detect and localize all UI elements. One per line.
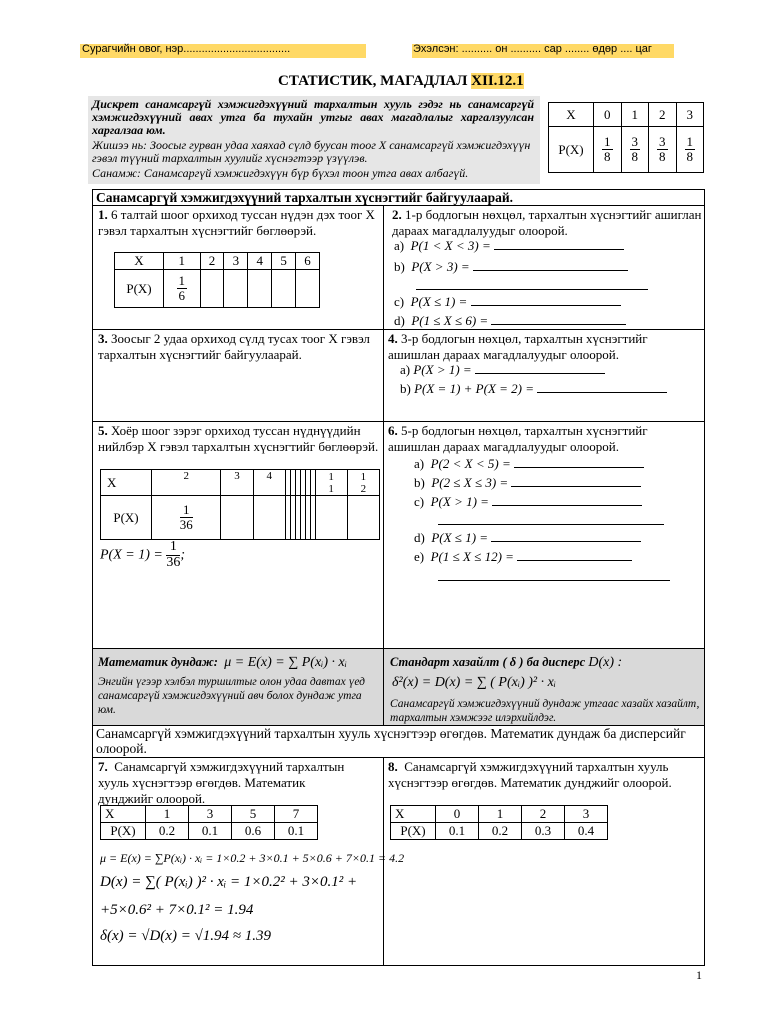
table-cell: 3	[221, 470, 253, 496]
q1-table	[114, 252, 320, 308]
x-header: X	[549, 103, 594, 127]
fraction-numerator: 1	[686, 134, 693, 150]
question-7: 7. Санамсаргүй хэмжигдэхүүний тархалтын хууль хүснэгтээр өгөгдөв. Математик дунджийг олоорой.	[98, 759, 345, 806]
table-cell: 0.6	[232, 823, 275, 840]
p-header: P(X)	[101, 496, 152, 540]
question-1: 1. 6 талтай шоог орхиход туссан нүдэн дэх тоог X гэвэл тархалтын хүснэгтийг бөглөөрэй.	[98, 207, 375, 238]
table-cell: 0	[436, 806, 479, 823]
table-cell: 0	[594, 103, 622, 127]
q6-item-a: a) P(2 < X < 5) =	[414, 456, 644, 472]
note-text: Санамж: Санамсаргүй хэмжигдэхүүн бүр бүхэл тоон утга авах албагүй.	[92, 166, 469, 180]
q7-variance-solution-1: D(x) = ∑( P(xᵢ) )² · xᵢ = 1×0.2² + 3×0.1² +	[100, 874, 358, 890]
definition-text: Дискрет санамсаргүй хэмжигдэхүүний тархалтын хууль гэдэг нь санамсаргүй хэмжигдэхүүний авах утга ба тухайн утгыг авах магадлалыг харгалзуулсан харгалзаа юм.	[92, 97, 534, 137]
section1-title: Санамсаргүй хэмжигдэхүүний тархалтын хүснэгтийг байгуулаарай.	[96, 190, 513, 205]
mean-formula: Математик дундаж: μ = E(x) = ∑ P(xᵢ) · xᵢ	[98, 655, 347, 670]
table-cell: 0.3	[522, 823, 565, 840]
q2-item-a: a) P(1 < X < 3) =	[394, 238, 624, 254]
question-4: 4. 3-р бодлогын нөхцөл, тархалтын хүснэгтийг ашишлан дараах магадлалуудыг олоорой.	[388, 331, 648, 362]
intro-box	[88, 96, 540, 184]
fraction-denominator: 8	[631, 149, 638, 164]
question-2: 2. 1-р бодлогын нөхцөл, тархалтын хүснэгтийг ашиглан дараах магадлалуудыг олоорой.	[392, 207, 702, 238]
q6-item-d: d) P(X ≤ 1) =	[414, 530, 641, 546]
x-header: X	[115, 253, 164, 270]
table-cell: 2	[200, 253, 224, 270]
q2-item-d: d) P(1 ≤ X ≤ 6) =	[394, 313, 626, 329]
q5-table	[100, 469, 380, 540]
x-header: X	[391, 806, 436, 823]
fraction-numerator: 1	[166, 540, 180, 556]
std-description: Санамсаргүй хэмжигдэхүүний дундаж утгаас хазайх хазайлт, тархалтын хэмжээг илэрхийлдэг.	[390, 698, 700, 724]
q6-item-b: b) P(2 ≤ X ≤ 3) =	[414, 475, 641, 491]
fraction-numerator: 1	[604, 134, 611, 150]
table-cell: 1	[146, 806, 189, 823]
table-cell: 4	[253, 470, 285, 496]
table-cell: 1	[164, 253, 201, 270]
table-cell: 0.4	[565, 823, 608, 840]
student-name-label: Сурагчийн овог, нэр...................................	[82, 43, 291, 55]
p-header: P(X)	[549, 127, 594, 173]
fraction-numerator: 1	[180, 503, 193, 518]
fraction-numerator: 3	[631, 134, 638, 150]
example-distribution-table	[548, 102, 704, 173]
page-number: 1	[696, 968, 702, 982]
q8-table	[390, 805, 608, 840]
mean-description: Энгийн үгээр хэлбэл туршилтыг олон удаа давтах үед санамсаргүй хэмжигдэхүүний авч болох дундаж утга юм.	[98, 676, 365, 716]
table-cell: 0.1	[436, 823, 479, 840]
x-header: X	[101, 806, 146, 823]
std-label: Стандарт хазайлт ( δ ) ба дисперс D(x) :	[390, 655, 623, 670]
q7-variance-solution-2: +5×0.6² + 7×0.1² = 1.94	[100, 902, 254, 918]
table-cell: 2	[522, 806, 565, 823]
fraction-denominator: 8	[659, 149, 666, 164]
table-cell: 1	[621, 103, 649, 127]
std-formula: δ²(x) = D(x) = ∑ ( P(xᵢ) )² · xᵢ	[392, 675, 557, 690]
fraction-numerator: 1	[178, 273, 186, 289]
table-cell: 3	[676, 103, 704, 127]
q7-table	[100, 805, 318, 840]
table-cell: 5	[272, 253, 296, 270]
fraction-denominator: 8	[604, 149, 611, 164]
q2-item-c: c) P(X ≤ 1) =	[394, 294, 621, 310]
q6-item-e: e) P(1 ≤ X ≤ 12) =	[414, 549, 632, 565]
table-cell: 3	[565, 806, 608, 823]
fraction-denominator: 36	[166, 554, 181, 570]
q4-item-b: b) P(X = 1) + P(X = 2) =	[400, 381, 667, 397]
page-title: СТАТИСТИК, МАГАДЛАЛ XII.12.1	[278, 73, 524, 89]
q7-std-solution: δ(x) = √D(x) = √1.94 ≈ 1.39	[100, 928, 272, 944]
table-cell: 2	[152, 470, 221, 496]
table-cell: 5	[232, 806, 275, 823]
q5-example-equation: P(X = 1) = $\frac{1}{36}$ ;	[100, 539, 185, 570]
x-header: X	[101, 470, 152, 496]
p-header: P(X)	[115, 270, 164, 308]
question-5: 5. Хоёр шоог зэрэг орхиход туссан нүднүүдийн нийлбэр Х гэвэл тархалтын хүснэгтийг бөглөөрэй.	[98, 423, 379, 454]
fraction-denominator: 6	[178, 288, 186, 303]
q7-mean-solution: μ = E(x) = ∑P(xᵢ) · xᵢ = 1×0.2 + 3×0.1 + 5×0.6 + 7×0.1 = 4.2	[100, 851, 405, 865]
question-3: 3. Зоосыг 2 удаа орхиход сүлд тусах тоог Х гэвэл тархалтын хүснэгтийг байгуулаарай.	[98, 331, 370, 362]
table-cell: 3	[224, 253, 248, 270]
example-text: Жишээ нь: Зоосыг гурван удаа хаяхад сүлд буусан тоог Х санамсаргүй хэмжигдэхүүн гэвэл түүний тархалтын хуулийг хүснэгтээр үзүүлэв.	[92, 138, 531, 165]
p-header: P(X)	[391, 823, 436, 840]
table-cell: 3	[189, 806, 232, 823]
table-cell: 1	[479, 806, 522, 823]
fraction-numerator: 3	[659, 134, 666, 150]
question-6: 6. 5-р бодлогын нөхцөл, тархалтын хүснэгтийг ашишлан дараах магадлалуудыг олоорой.	[388, 423, 648, 454]
table-cell: 1 2	[347, 470, 379, 496]
table-cell: 0.1	[189, 823, 232, 840]
section2-title: Санамсаргүй хэмжигдэхүүний тархалтын хууль хүснэгтээр өгөгдөв. Математик дундаж ба дисперсийг олоорой.	[96, 726, 686, 756]
table-cell: 0.2	[479, 823, 522, 840]
start-date-label: Эхэлсэн: .......... он .......... сар ........ өдөр .... цаг	[413, 43, 652, 55]
q2-item-b: b) P(X > 3) =	[394, 259, 628, 275]
table-cell: 2	[649, 103, 677, 127]
table-cell: 1 1	[315, 470, 347, 496]
p-header: P(X)	[101, 823, 146, 840]
q6-item-c: c) P(X > 1) =	[414, 494, 642, 510]
table-cell: 7	[275, 806, 318, 823]
fraction-denominator: 36	[179, 517, 193, 532]
title-code-badge: XII.12.1	[471, 73, 524, 89]
table-cell: 4	[248, 253, 272, 270]
fraction-denominator: 8	[686, 149, 693, 164]
table-cell: 0.2	[146, 823, 189, 840]
question-8: 8. Санамсаргүй хэмжигдэхүүний тархалтын хууль хүснэгтээр өгөгдөв. Математик дунджийг олоорой.	[388, 759, 672, 790]
table-cell: 0.1	[275, 823, 318, 840]
table-cell: 6	[296, 253, 320, 270]
q4-item-a: a) P(X > 1) =	[400, 362, 605, 378]
